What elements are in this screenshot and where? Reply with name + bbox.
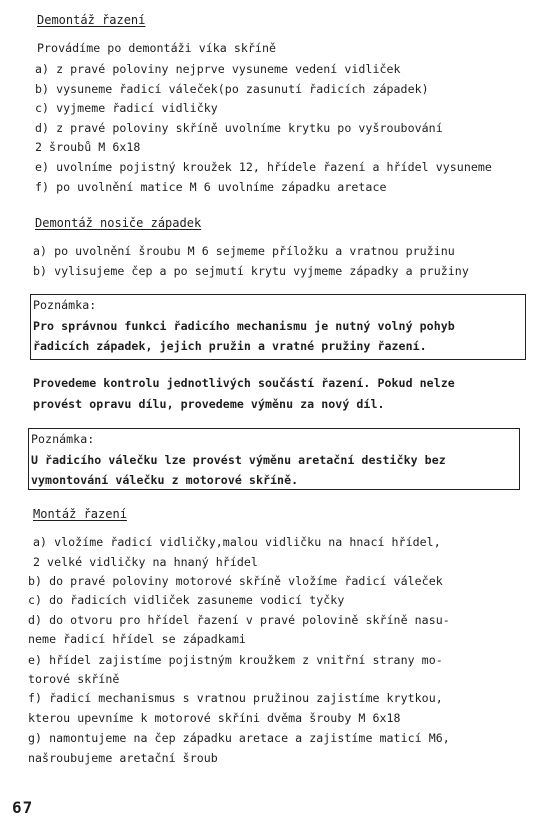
note-text-line: řadicích západek, jejich pružin a vratné pružiny řazení. (33, 339, 427, 353)
list-item: g) namontujeme na čep západku aretace a zajistíme maticí M6, (28, 731, 450, 745)
list-item-continuation: 2 šroubů M 6x18 (35, 140, 141, 154)
text-line: Provádíme po demontáži víka skříně (37, 41, 277, 55)
list-item: c) do řadicích vidliček zasuneme vodicí tyčky (28, 593, 345, 607)
list-item-continuation: našroubujeme aretační šroub (28, 751, 218, 765)
list-item: b) vysuneme řadicí váleček(po zasunutí řadicích západek) (35, 82, 429, 96)
list-item: e) uvolníme pojistný kroužek 12, hřídele řazení a hřídel vysuneme (35, 160, 492, 174)
list-item: f) řadicí mechanismus s vratnou pružinou zajistíme krytkou, (28, 691, 443, 705)
note-text-line: vymontování válečku z motorové skříně. (31, 473, 299, 487)
list-item: a) z pravé poloviny nejprve vysuneme vedení vidliček (35, 62, 401, 76)
page-number: 67 (12, 798, 34, 817)
list-item-continuation: kterou upevníme k motorové skříni dvěma šrouby M 6x18 (28, 711, 401, 725)
list-item: d) z pravé poloviny skříně uvolníme krytku po vyšroubování (35, 121, 443, 135)
list-item: b) do pravé poloviny motorové skříně vložíme řadicí váleček (28, 574, 443, 588)
list-item: c) vyjmeme řadicí vidličky (35, 101, 218, 115)
note-box (30, 294, 526, 360)
list-item-continuation: torové skříně (28, 672, 120, 686)
note-title: Poznámka: (33, 298, 97, 312)
list-item: f) po uvolnění matice M 6 uvolníme západku aretace (35, 180, 387, 194)
section-heading-demontaz-nosice: Demontáž nosiče západek (35, 216, 202, 230)
list-item-continuation: neme řadicí hřídel se západkami (28, 632, 246, 646)
list-item: e) hřídel zajistíme pojistným kroužkem z vnitřní strany mo- (28, 653, 443, 667)
section-heading-montaz-razeni: Montáž řazení (33, 507, 127, 521)
list-item-continuation: 2 velké vidličky na hnaný hřídel (33, 555, 258, 569)
section-heading-demontaz-razeni: Demontáž řazení (37, 13, 146, 27)
note-title: Poznámka: (31, 432, 95, 446)
list-item: d) do otvoru pro hřídel řazení v pravé polovině skříně nasu- (28, 613, 450, 627)
paragraph-line: provést opravu dílu, provedeme výměnu za nový díl. (33, 397, 385, 411)
list-item: a) po uvolnění šroubu M 6 sejmeme příložku a vratnou pružinu (33, 244, 455, 258)
note-box (28, 428, 520, 490)
paragraph-line: Provedeme kontrolu jednotlivých součástí řazení. Pokud nelze (33, 376, 455, 390)
list-item: a) vložíme řadicí vidličky,malou vidličku na hnací hřídel, (33, 535, 441, 549)
note-text-line: Pro správnou funkci řadicího mechanismu je nutný volný pohyb (33, 319, 455, 333)
list-item: b) vylisujeme čep a po sejmutí krytu vyjmeme západky a pružiny (33, 264, 469, 278)
note-text-line: U řadicího válečku lze provést výměnu aretační destičky bez (31, 453, 446, 467)
